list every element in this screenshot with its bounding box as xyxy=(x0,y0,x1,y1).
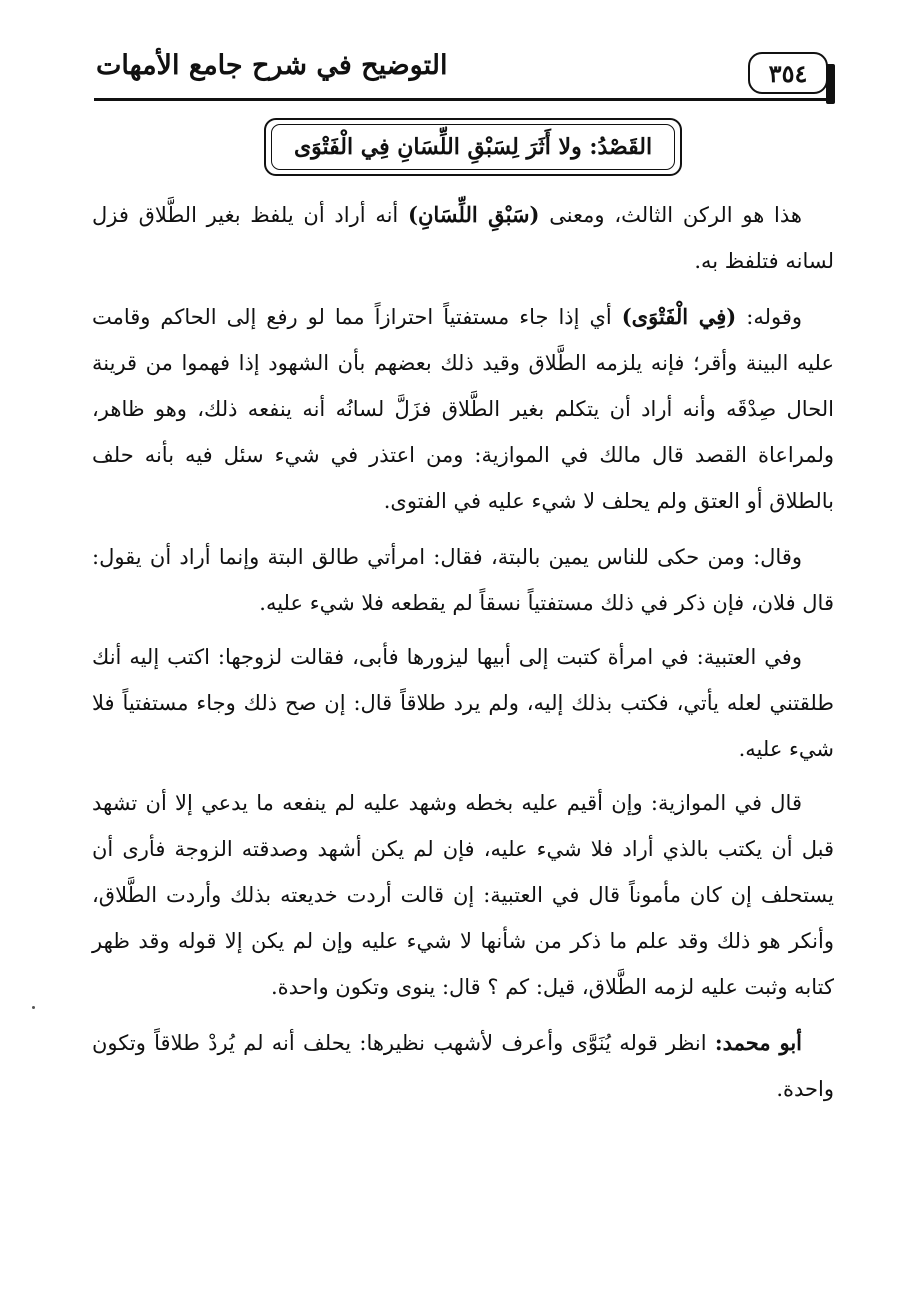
running-title: التوضيح في شرح جامع الأمهات xyxy=(96,50,448,81)
quoted-term: (فِي الْفَتْوَى) xyxy=(621,304,737,329)
speaker-label: أبو محمد: xyxy=(714,1030,803,1055)
paragraph-abu-muhammad: أبو محمد: انظر قوله يُنَوَّى وأعرف لأشهب نظيرها: يحلف أنه لم يُردْ طلاقاً وتكون واحدة. xyxy=(92,1030,834,1101)
paragraph-2: وقوله: (فِي الْفَتْوَى) أي إذا جاء مستفتياً احترازاً مما لو رفع إلى الحاكم وقامت عليه البينة وأقر؛ فإنه يلزمه الطَّلاق وقيد ذلك بعضهم بأن الشهود إذا فهموا من قرينة الحال صِدْقَه وأنه أراد أن يتكلم بغير الطَّلاق فزَلَّ لسانُه أنه ينفعه ذلك، وهو ظاهر، ولمراعاة القصد قال مالك في الموازية: ومن اعتذر في شيء سئل فيه بأنه حلف بالطلاق أو العتق ولم يحلف لا شيء عليه في الفتوى. xyxy=(92,304,834,513)
paragraph-1: هذا هو الركن الثالث، ومعنى (سَبْقِ اللِّسَانِ) أنه أراد أن يلفظ بغير الطَّلاق فزل لسانه فتلفظ به. xyxy=(92,202,834,273)
quoted-term: (سَبْقِ اللِّسَانِ) xyxy=(408,202,540,227)
paragraph-3: وقال: ومن حكى للناس يمين بالبتة، فقال: امرأتي طالق البتة وإنما أراد أن يقول: قال فلان، فإن ذكر في ذلك مستفتياً نسقاً لم يقطعه فلا شيء عليه. xyxy=(92,545,834,615)
header-rule xyxy=(94,98,834,101)
paragraph-4: وفي العتبية: في امرأة كتبت إلى أبيها ليزورها فأبى، فقالت لزوجها: اكتب إليه أنك طلقتني لعله يأتي، فكتب بذلك إليه، ولم يرد طلاقاً قال: إن صح ذلك وجاء مستفتياً فلا شيء عليه. xyxy=(92,645,834,761)
section-heading-frame xyxy=(264,118,682,176)
page-number-box xyxy=(748,52,828,94)
margin-mark xyxy=(32,1006,35,1009)
page-number: ٣٥٤ xyxy=(768,58,808,88)
paragraph-5: قال في الموازية: وإن أقيم عليه بخطه وشهد عليه لم ينفعه ما يدعي إلا أن تشهد قبل أن يكتب بالذي أراد فلا شيء عليه، فإن لم يكن أشهد وصدقته الزوجة فأرى أن يستحلف إن كان مأموناً قال في العتبية: إن قالت أردت خديعته بذلك وأردت الطَّلاق، وأنكر هو ذلك وقد علم ما ذكر من شأنها لا شيء عليه وإن لم يكن إلا قوله وقد ظهر كتابه وثبت عليه لزمه الطَّلاق، قيل: كم ؟ قال: ينوى وتكون واحدة. xyxy=(92,791,834,999)
section-heading: القَصْدُ: ولا أَثَرَ لِسَبْقِ اللِّسَانِ فِي الْفَتْوَى xyxy=(271,124,675,170)
body-text xyxy=(92,192,834,1122)
